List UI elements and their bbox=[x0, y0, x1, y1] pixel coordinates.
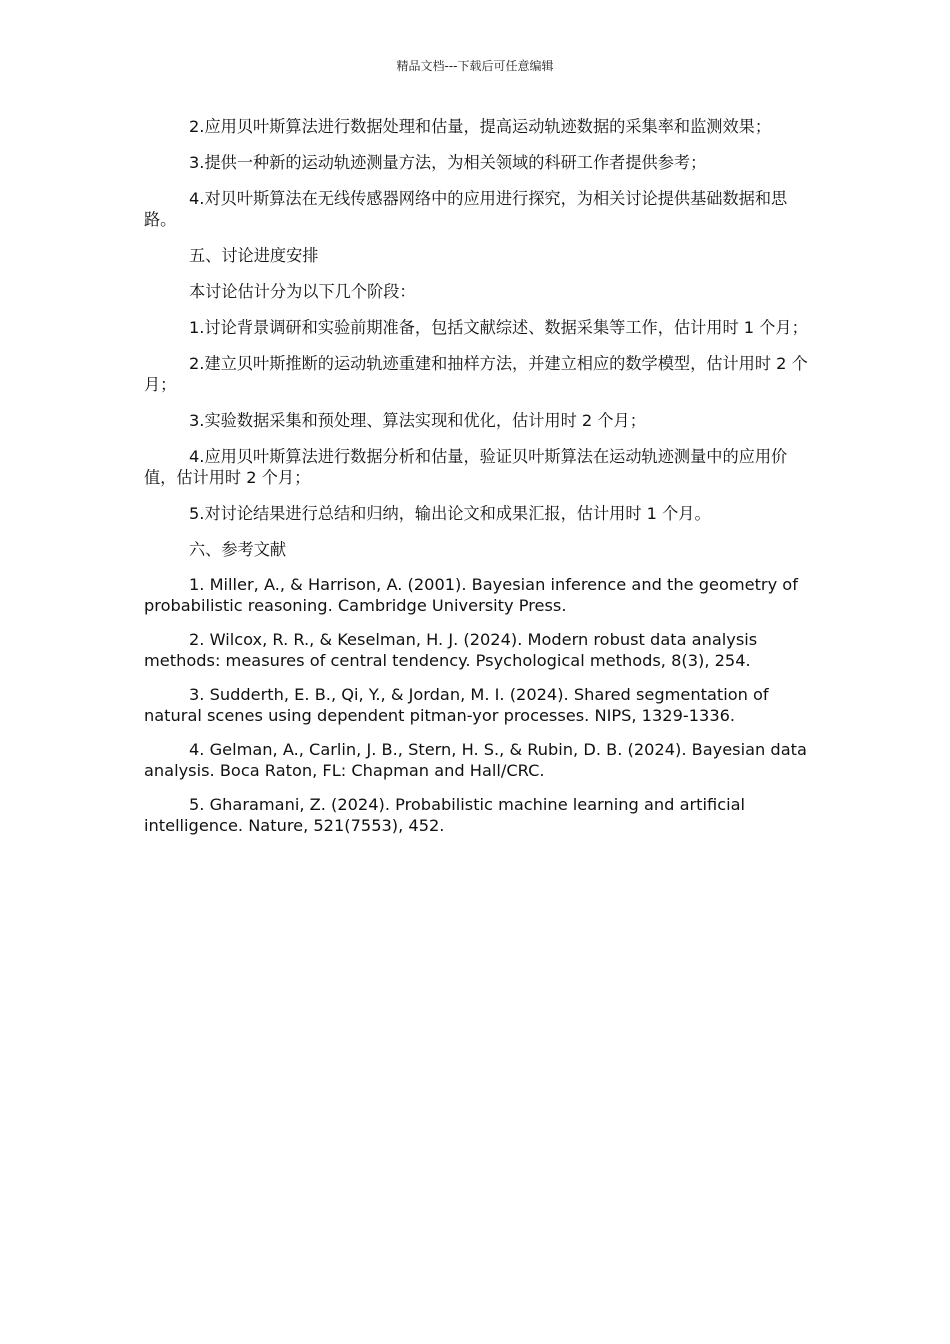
schedule-item-5: 5.对讨论结果进行总结和归纳，输出论文和成果汇报，估计用时 1 个月。 bbox=[189, 504, 711, 523]
schedule-item-4: 4.应用贝叶斯算法进行数据分析和估量，验证贝叶斯算法在运动轨迹测量中的应用价值，估计用时 2 个月； bbox=[144, 447, 788, 487]
paragraph-objective-2: 2.应用贝叶斯算法进行数据处理和估量，提高运动轨迹数据的采集率和监测效果； bbox=[189, 117, 772, 136]
paragraph-objective-3: 3.提供一种新的运动轨迹测量方法，为相关领域的科研工作者提供参考； bbox=[189, 153, 707, 172]
schedule-item-1: 1.讨论背景调研和实验前期准备，包括文献综述、数据采集等工作，估计用时 1 个月； bbox=[189, 318, 808, 337]
paragraph-objective-4: 4.对贝叶斯算法在无线传感器网络中的应用进行探究，为相关讨论提供基础数据和思路。 bbox=[144, 189, 788, 229]
paragraph-schedule-intro: 本讨论估计分为以下几个阶段： bbox=[189, 282, 416, 301]
reference-item-1: 1. Miller, A., & Harrison, A. (2001). Bayesian inference and the geometry of probabilistic reasoning. Cambridge University Press. bbox=[144, 575, 798, 615]
page-header: 精品文档---下载后可任意编辑 bbox=[396, 59, 554, 73]
reference-item-5: 5. Gharamani, Z. (2024). Probabilistic machine learning and artificial intelligence. Nature, 521(7553), 452. bbox=[144, 795, 746, 835]
reference-item-3: 3. Sudderth, E. B., Qi, Y., & Jordan, M. I. (2024). Shared segmentation of natural scenes using dependent pitman-yor processes. NIPS, 1329-1336. bbox=[144, 685, 769, 725]
schedule-item-2: 2.建立贝叶斯推断的运动轨迹重建和抽样方法，并建立相应的数学模型，估计用时 2 个月； bbox=[144, 354, 808, 394]
document-body bbox=[144, 116, 808, 850]
reference-item-2: 2. Wilcox, R. R., & Keselman, H. J. (2024). Modern robust data analysis methods: measures of central tendency. Psychological methods, 8(3), 254. bbox=[144, 630, 758, 670]
section-heading-references: 六、参考文献 bbox=[189, 540, 287, 559]
reference-item-4: 4. Gelman, A., Carlin, J. B., Stern, H. S., & Rubin, D. B. (2024). Bayesian data analysis. Boca Raton, FL: Chapman and Hall/CRC. bbox=[144, 740, 807, 780]
section-heading-schedule: 五、讨论进度安排 bbox=[189, 246, 319, 265]
schedule-item-3: 3.实验数据采集和预处理、算法实现和优化，估计用时 2 个月； bbox=[189, 411, 646, 430]
